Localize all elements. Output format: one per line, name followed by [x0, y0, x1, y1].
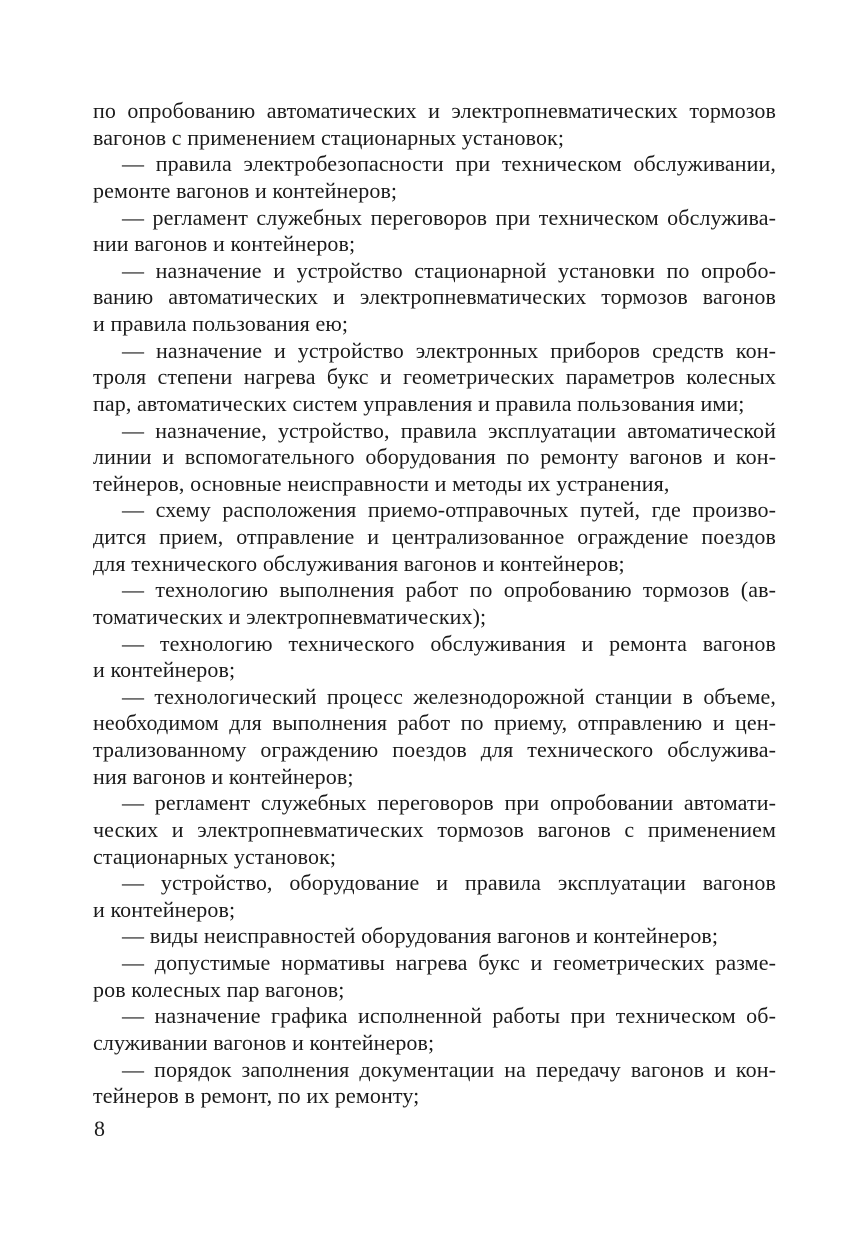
text-line: — допустимые нормативы нагрева букс и геометрических разме- — [122, 950, 776, 975]
text-line: ванию автоматических и электропневматических тормозов вагонов — [93, 284, 776, 310]
text-line: пар, автоматических систем управления и правила пользования ими; — [93, 390, 745, 416]
text-line: линии и вспомогательного оборудования по ремонту вагонов и кон- — [93, 444, 776, 470]
text-line: ческих и электропневматических тормозов вагонов с применением — [93, 816, 776, 842]
text-line: необходимом для выполнения работ по приему, отправлению и цен- — [93, 710, 776, 736]
text-line: и контейнеров; — [93, 657, 236, 683]
text-line: — технологию технического обслуживания и ремонта вагонов — [122, 630, 776, 656]
paragraph — [93, 258, 776, 338]
paragraph — [93, 497, 776, 577]
text-line: — виды неисправностей оборудования вагонов и контейнеров; — [122, 923, 719, 949]
text-line: вагонов с применением стационарных установок; — [93, 124, 565, 150]
text-line: тейнеров, основные неисправности и методы их устранения, — [93, 470, 670, 496]
paragraph — [93, 577, 776, 630]
paragraph — [93, 684, 776, 791]
text-line: ремонте вагонов и контейнеров; — [93, 177, 398, 203]
paragraph — [93, 631, 776, 684]
text-line: — назначение и устройство стационарной установки по опробо- — [122, 257, 776, 283]
text-line: — устройство, оборудование и правила эксплуатации вагонов — [122, 870, 776, 896]
paragraph — [93, 418, 776, 498]
text-line: — назначение графика исполненной работы при техническом об- — [122, 1003, 776, 1029]
text-line: — схему расположения приемо-отправочных путей, где произво- — [122, 497, 776, 523]
paragraph — [93, 790, 776, 870]
text-line: дится прием, отправление и централизованное ограждение поездов — [93, 524, 776, 549]
text-line: ния вагонов и контейнеров; — [93, 763, 354, 789]
text-line: — регламент служебных переговоров при техническом обслужива- — [122, 204, 776, 230]
text-line: — назначение и устройство электронных приборов средств кон- — [122, 337, 776, 363]
paragraph — [93, 1003, 776, 1056]
text-line: — регламент служебных переговоров при опробовании автомати- — [122, 790, 776, 816]
paragraph — [93, 950, 776, 1003]
text-line: ров колесных пар вагонов; — [93, 976, 345, 1002]
text-line: троля степени нагрева букс и геометрических параметров колесных — [93, 364, 776, 390]
text-line: для технического обслуживания вагонов и контейнеров; — [93, 550, 625, 576]
paragraph — [93, 870, 776, 923]
page-number: 8 — [94, 1116, 105, 1141]
paragraph — [93, 923, 776, 950]
text-line: — технологический процесс железнодорожной станции в объеме, — [122, 683, 776, 709]
text-line: — порядок заполнения документации на передачу вагонов и кон- — [122, 1056, 776, 1082]
text-line: и контейнеров; — [93, 896, 236, 922]
text-line: тейнеров в ремонт, по их ремонту; — [93, 1083, 420, 1109]
text-line: служивании вагонов и контейнеров; — [93, 1029, 435, 1055]
text-line: трализованному ограждению поездов для технического обслужива- — [93, 737, 776, 762]
text-line: — технологию выполнения работ по опробованию тормозов (ав- — [122, 577, 776, 603]
text-line: стационарных установок; — [93, 843, 337, 869]
text-line: — правила электробезопасности при техническом обслуживании, — [122, 151, 776, 177]
paragraph — [93, 98, 776, 151]
text-line: по опробованию автоматических и электропневматических тормозов — [93, 98, 776, 123]
text-line: — назначение, устройство, правила эксплуатации автоматической — [122, 417, 776, 443]
paragraph — [93, 151, 776, 204]
paragraph — [93, 205, 776, 258]
paragraph — [93, 1057, 776, 1110]
page-text-block — [93, 98, 776, 1110]
text-line: нии вагонов и контейнеров; — [93, 231, 356, 257]
text-line: томатических и электропневматических); — [93, 603, 487, 629]
paragraph — [93, 338, 776, 418]
text-line: и правила пользования ею; — [93, 311, 349, 336]
